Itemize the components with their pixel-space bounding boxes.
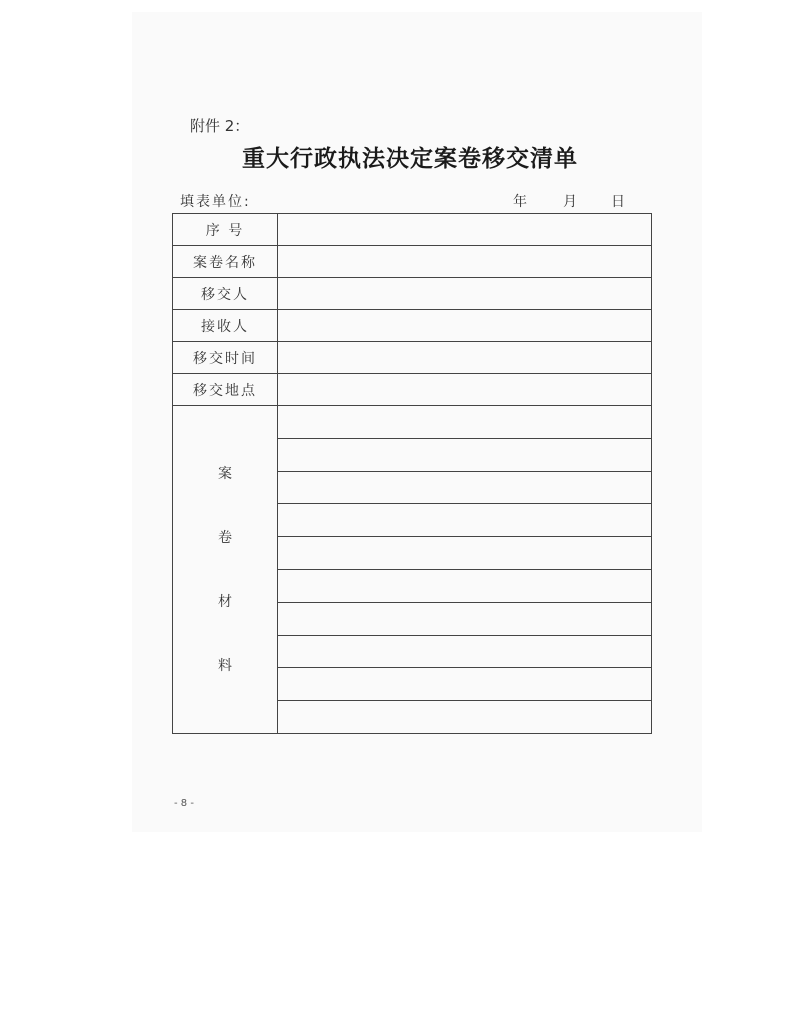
materials-line-field[interactable] bbox=[278, 635, 652, 668]
materials-line-field[interactable] bbox=[278, 406, 652, 439]
transfer-form-table bbox=[172, 213, 652, 734]
fill-unit-label: 填表单位: bbox=[180, 194, 251, 210]
form-row bbox=[173, 342, 652, 374]
row-value-field[interactable] bbox=[278, 214, 652, 246]
materials-line-field[interactable] bbox=[278, 471, 652, 504]
materials-line-field[interactable] bbox=[278, 537, 652, 570]
form-row bbox=[173, 214, 652, 246]
materials-line-field[interactable] bbox=[278, 569, 652, 602]
page-number: - 8 - bbox=[174, 798, 194, 809]
row-value-field[interactable] bbox=[278, 342, 652, 374]
materials-label bbox=[173, 406, 278, 734]
form-row bbox=[173, 374, 652, 406]
year-label: 年 bbox=[513, 194, 527, 210]
day-label: 日 bbox=[611, 194, 625, 210]
materials-label-char: 料 bbox=[218, 658, 232, 675]
row-value-field[interactable] bbox=[278, 278, 652, 310]
form-row bbox=[173, 310, 652, 342]
form-row bbox=[173, 246, 652, 278]
materials-label-char: 案 bbox=[218, 466, 232, 483]
document-title: 重大行政执法决定案卷移交清单 bbox=[242, 145, 578, 172]
materials-line-field[interactable] bbox=[278, 438, 652, 471]
materials-row bbox=[173, 406, 652, 439]
attachment-label: 附件 2： bbox=[190, 117, 250, 135]
materials-line-field[interactable] bbox=[278, 668, 652, 701]
materials-label-char: 材 bbox=[218, 594, 232, 611]
form-row bbox=[173, 278, 652, 310]
row-value-field[interactable] bbox=[278, 374, 652, 406]
materials-line-field[interactable] bbox=[278, 602, 652, 635]
month-label: 月 bbox=[563, 194, 577, 210]
materials-line-field[interactable] bbox=[278, 701, 652, 734]
materials-label-char: 卷 bbox=[218, 530, 232, 547]
row-label: 序 号 bbox=[173, 214, 278, 246]
row-label: 案卷名称 bbox=[173, 246, 278, 278]
row-value-field[interactable] bbox=[278, 246, 652, 278]
row-value-field[interactable] bbox=[278, 310, 652, 342]
row-label: 移交地点 bbox=[173, 374, 278, 406]
row-label: 移交人 bbox=[173, 278, 278, 310]
row-label: 接收人 bbox=[173, 310, 278, 342]
row-label: 移交时间 bbox=[173, 342, 278, 374]
materials-line-field[interactable] bbox=[278, 504, 652, 537]
